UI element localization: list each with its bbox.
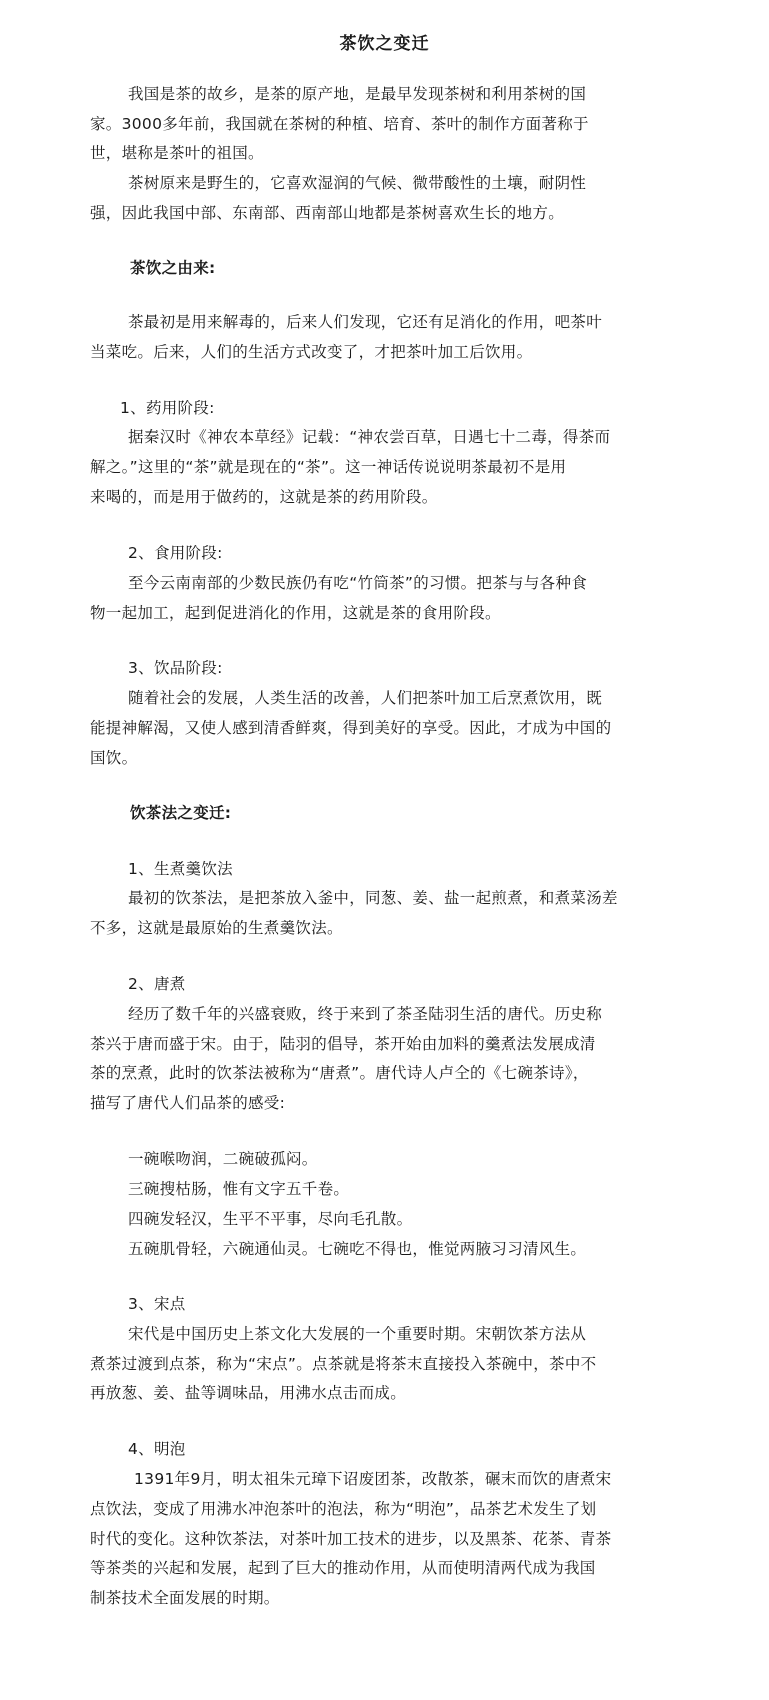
poem-line: 四碗发轻汉，生平不平事，尽向毛孔散。 <box>128 1210 413 1228</box>
section-heading-methods: 饮茶法之变迁: <box>130 804 232 822</box>
intro-line: 我国是茶的故乡，是茶的原产地，是最早发现茶树和利用茶树的国 <box>128 85 587 103</box>
stage-label: 3、饮品阶段: <box>128 659 223 677</box>
paragraph-line: 当菜吃。后来，人们的生活方式改变了，才把茶叶加工后饮用。 <box>90 343 533 361</box>
paragraph-line: 能提神解渴，又使人感到清香鲜爽，得到美好的享受。因此，才成为中国的 <box>90 719 612 737</box>
paragraph-line: 据秦汉时《神农本草经》记载：“神农尝百草，日遇七十二毒，得茶而 <box>128 428 611 446</box>
paragraph-line: 煮茶过渡到点茶，称为“宋点”。点茶就是将茶末直接投入茶碗中，茶中不 <box>90 1355 597 1373</box>
paragraph-line: 点饮法，变成了用沸水冲泡茶叶的泡法，称为“明泡”，品茶艺术发生了划 <box>90 1500 597 1518</box>
paragraph-line: 来喝的，而是用于做药的，这就是茶的药用阶段。 <box>90 488 438 506</box>
paragraph-line: 经历了数千年的兴盛衰败，终于来到了茶圣陆羽生活的唐代。历史称 <box>128 1005 603 1023</box>
paragraph-line: 宋代是中国历史上茶文化大发展的一个重要时期。宋朝饮茶方法从 <box>128 1325 587 1343</box>
paragraph-line: 等茶类的兴起和发展，起到了巨大的推动作用，从而使明清两代成为我国 <box>90 1559 596 1577</box>
stage-label: 2、食用阶段: <box>128 544 223 562</box>
paragraph-line: 最初的饮茶法，是把茶放入釜中，同葱、姜、盐一起煎煮，和煮菜汤差 <box>128 889 618 907</box>
paragraph-line: 随着社会的发展，人类生活的改善，人们把茶叶加工后烹煮饮用，既 <box>128 689 603 707</box>
intro-line: 家。3000多年前，我国就在茶树的种植、培育、茶叶的制作方面著称于 <box>90 115 589 133</box>
method-label: 1、生煮羹饮法 <box>128 860 233 878</box>
poem-line: 五碗肌骨轻，六碗通仙灵。七碗吃不得也，惟觉两腋习习清风生。 <box>128 1240 587 1258</box>
intro-line: 强，因此我国中部、东南部、西南部山地都是茶树喜欢生长的地方。 <box>90 204 565 222</box>
page-title: 茶饮之变迁 <box>339 34 430 54</box>
method-label: 3、宋点 <box>128 1295 186 1313</box>
paragraph-line: 时代的变化。这种饮茶法，对茶叶加工技术的进步，以及黑茶、花茶、青茶 <box>90 1530 612 1548</box>
paragraph-line: 不多，这就是最原始的生煮羹饮法。 <box>90 919 343 937</box>
paragraph-line: 茶的烹煮，此时的饮茶法被称为“唐煮”。唐代诗人卢仝的《七碗茶诗》， <box>90 1064 589 1082</box>
paragraph-line: 茶兴于唐而盛于宋。由于，陆羽的倡导，茶开始由加料的羹煮法发展成清 <box>90 1035 596 1053</box>
intro-line: 世，堪称是茶叶的祖国。 <box>90 144 264 162</box>
paragraph-line: 再放葱、姜、盐等调味品，用沸水点击而成。 <box>90 1384 407 1402</box>
section-heading-origin: 茶饮之由来: <box>130 259 216 277</box>
intro-line: 茶树原来是野生的，它喜欢湿润的气候、微带酸性的土壤，耐阴性 <box>128 174 587 192</box>
paragraph-line: 描写了唐代人们品茶的感受: <box>90 1094 286 1112</box>
stage-label: 1、药用阶段: <box>120 399 215 417</box>
paragraph-line: 解之。”这里的“茶”就是现在的“茶”。这一神话传说说明茶最初不是用 <box>90 458 567 476</box>
method-label: 2、唐煮 <box>128 975 186 993</box>
poem-line: 一碗喉吻润，二碗破孤闷。 <box>128 1150 318 1168</box>
paragraph-line: 至今云南南部的少数民族仍有吃“竹筒茶”的习惯。把茶与与各种食 <box>128 574 588 592</box>
paragraph-line: 1391年9月，明太祖朱元璋下诏废团茶，改散茶，碾末而饮的唐煮宋 <box>134 1470 612 1488</box>
paragraph-line: 国饮。 <box>90 749 138 767</box>
paragraph-line: 制茶技术全面发展的时期。 <box>90 1589 280 1607</box>
poem-line: 三碗搜枯肠，惟有文字五千卷。 <box>128 1180 350 1198</box>
paragraph-line: 物一起加工，起到促进消化的作用，这就是茶的食用阶段。 <box>90 604 501 622</box>
method-label: 4、明泡 <box>128 1440 186 1458</box>
paragraph-line: 茶最初是用来解毒的，后来人们发现，它还有足消化的作用，吧茶叶 <box>128 313 603 331</box>
